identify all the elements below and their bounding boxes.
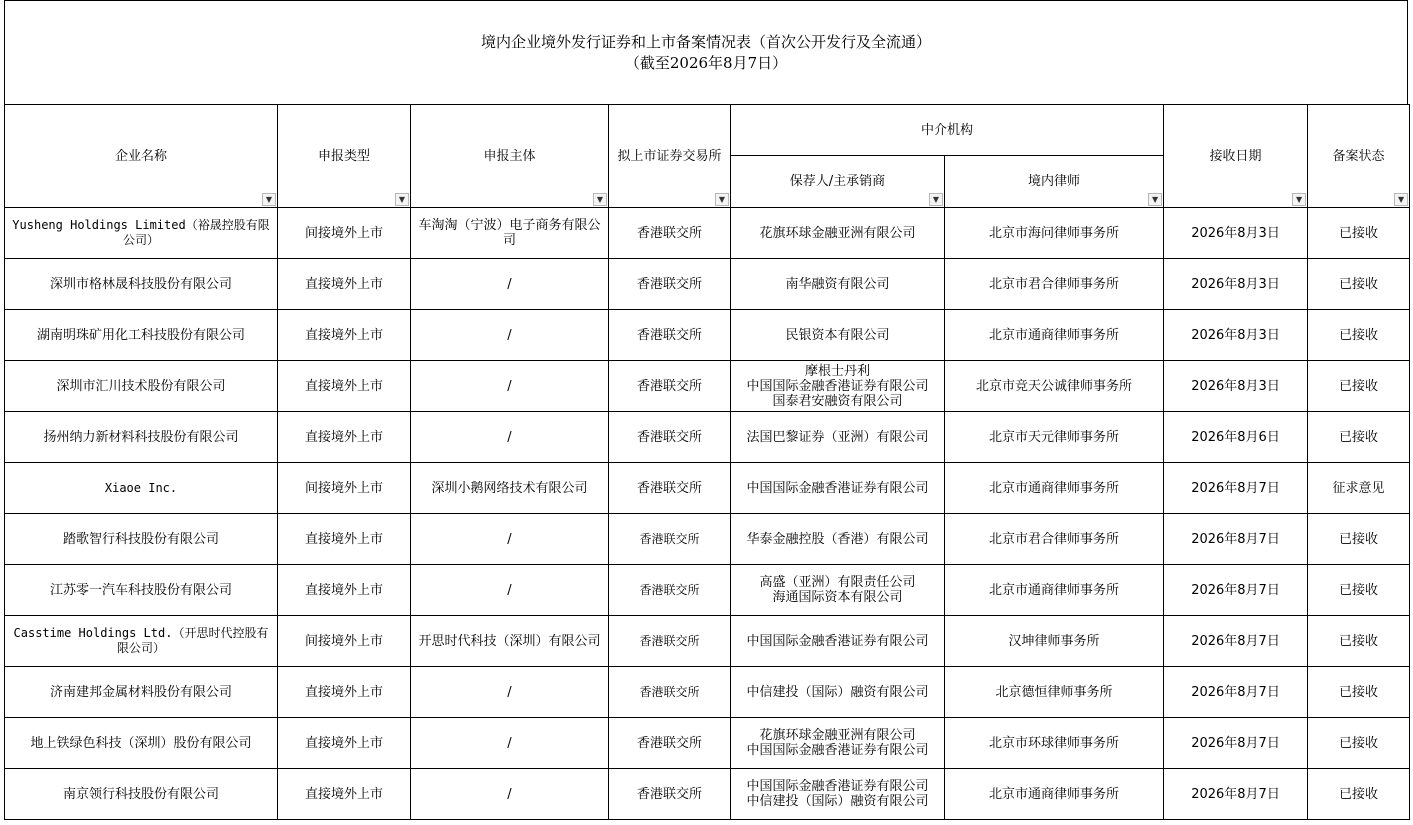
spreadsheet <box>4 0 1409 824</box>
title-block <box>4 0 1408 104</box>
sheet-subtitle: （截至2026年8月7日） <box>624 53 788 72</box>
cell-type[interactable]: 直接境外上市 <box>278 667 411 718</box>
cell-exchange[interactable]: 香港联交所 <box>609 259 731 310</box>
cell-status[interactable]: 已接收 <box>1308 616 1410 667</box>
cell-exchange[interactable]: 香港联交所 <box>609 208 731 259</box>
cell-type[interactable]: 直接境外上市 <box>278 718 411 769</box>
col-header-label: 拟上市证券交易所 <box>617 148 722 164</box>
cell-exchange[interactable]: 香港联交所 <box>609 412 731 463</box>
cell-date[interactable]: 2026年8月3日 <box>1164 361 1308 412</box>
cell-date[interactable]: 2026年8月6日 <box>1164 412 1308 463</box>
filter-dropdown-icon[interactable]: ▼ <box>1394 193 1408 206</box>
filter-dropdown-icon[interactable]: ▼ <box>1292 193 1306 206</box>
cell-exchange[interactable]: 香港联交所 <box>609 565 731 616</box>
col-header-label: 备案状态 <box>1332 148 1385 164</box>
cell-entity[interactable]: 深圳小鹅网络技术有限公司 <box>411 463 609 514</box>
cell-lawyer[interactable]: 北京市竞天公诚律师事务所 <box>945 361 1164 412</box>
cell-status[interactable]: 已接收 <box>1308 310 1410 361</box>
cell-sponsor[interactable] <box>731 259 945 310</box>
cell-sponsor[interactable] <box>731 565 945 616</box>
header-row <box>5 105 1410 156</box>
cell-sponsor[interactable] <box>731 616 945 667</box>
filter-dropdown-icon[interactable]: ▼ <box>395 193 409 206</box>
table-body <box>5 208 1410 820</box>
col-header-label: 保荐人/主承销商 <box>789 174 886 189</box>
cell-sponsor[interactable] <box>731 718 945 769</box>
cell-lawyer[interactable]: 北京市海问律师事务所 <box>945 208 1164 259</box>
cell-exchange[interactable]: 香港联交所 <box>609 769 731 820</box>
cell-entity[interactable]: / <box>411 259 609 310</box>
cell-type[interactable]: 间接境外上市 <box>278 616 411 667</box>
cell-type[interactable]: 直接境外上市 <box>278 769 411 820</box>
cell-company[interactable]: 江苏零一汽车科技股份有限公司 <box>5 565 278 616</box>
cell-sponsor[interactable] <box>731 667 945 718</box>
cell-exchange[interactable]: 香港联交所 <box>609 361 731 412</box>
table-row <box>5 667 1410 718</box>
cell-date[interactable]: 2026年8月7日 <box>1164 718 1308 769</box>
cell-lawyer[interactable]: 北京市环球律师事务所 <box>945 718 1164 769</box>
filter-dropdown-icon[interactable]: ▼ <box>593 193 607 206</box>
cell-type[interactable]: 直接境外上市 <box>278 259 411 310</box>
filing-table <box>4 104 1410 820</box>
col-header-label: 申报类型 <box>317 148 370 164</box>
cell-status[interactable]: 已接收 <box>1308 514 1410 565</box>
cell-status[interactable]: 已接收 <box>1308 208 1410 259</box>
sponsor-line: 中国国际金融香港证券有限公司 <box>746 779 929 794</box>
table-row <box>5 514 1410 565</box>
cell-sponsor[interactable] <box>731 769 945 820</box>
cell-company[interactable]: 济南建邦金属材料股份有限公司 <box>5 667 278 718</box>
cell-company[interactable]: 深圳市汇川技术股份有限公司 <box>5 361 278 412</box>
sponsor-line: 海通国际资本有限公司 <box>772 590 903 605</box>
sheet-title: 境内企业境外发行证券和上市备案情况表（首次公开发行及全流通） <box>480 32 931 51</box>
col-header-entity[interactable] <box>411 105 609 208</box>
cell-entity[interactable]: 车淘淘（宁波）电子商务有限公司 <box>411 208 609 259</box>
cell-sponsor[interactable] <box>731 208 945 259</box>
filter-dropdown-icon[interactable]: ▼ <box>715 193 729 206</box>
table-row <box>5 463 1410 514</box>
table-row <box>5 310 1410 361</box>
sponsor-line: 南华融资有限公司 <box>785 276 890 292</box>
cell-exchange[interactable]: 香港联交所 <box>609 718 731 769</box>
cell-type[interactable]: 直接境外上市 <box>278 361 411 412</box>
cell-lawyer[interactable]: 北京市通商律师事务所 <box>945 463 1164 514</box>
sponsor-line: 花旗环球金融亚洲有限公司 <box>759 225 916 241</box>
cell-status[interactable]: 已接收 <box>1308 718 1410 769</box>
cell-entity[interactable]: / <box>411 769 609 820</box>
cell-company[interactable]: Casstime Holdings Ltd.（开思时代控股有限公司） <box>5 616 278 667</box>
sponsor-line: 中国国际金融香港证券有限公司 <box>746 633 929 649</box>
cell-lawyer[interactable]: 北京市通商律师事务所 <box>945 310 1164 361</box>
cell-date[interactable]: 2026年8月7日 <box>1164 565 1308 616</box>
cell-company[interactable]: 南京领行科技股份有限公司 <box>5 769 278 820</box>
sponsor-line: 法国巴黎证券（亚洲）有限公司 <box>746 429 929 445</box>
sponsor-line: 民银资本有限公司 <box>785 327 890 343</box>
sponsor-line: 华泰金融控股（香港）有限公司 <box>746 531 929 547</box>
cell-date[interactable]: 2026年8月7日 <box>1164 769 1308 820</box>
sponsor-line: 中信建投（国际）融资有限公司 <box>746 794 929 809</box>
col-header-exchange[interactable] <box>609 105 731 208</box>
cell-entity[interactable]: / <box>411 514 609 565</box>
sponsor-line: 高盛（亚洲）有限责任公司 <box>759 575 916 590</box>
col-header-intermediary <box>731 105 1164 156</box>
cell-company[interactable]: Yusheng Holdings Limited（裕晟控股有限公司） <box>5 208 278 259</box>
cell-entity[interactable]: / <box>411 361 609 412</box>
col-header-label: 申报主体 <box>483 148 536 164</box>
col-header-label: 企业名称 <box>114 148 167 164</box>
cell-entity[interactable]: / <box>411 310 609 361</box>
sponsor-line: 摩根士丹利 <box>804 363 870 379</box>
cell-type[interactable]: 直接境外上市 <box>278 310 411 361</box>
sponsor-line: 中信建投（国际）融资有限公司 <box>746 684 929 700</box>
cell-status[interactable]: 已接收 <box>1308 361 1410 412</box>
cell-sponsor[interactable] <box>731 310 945 361</box>
cell-exchange[interactable]: 香港联交所 <box>609 310 731 361</box>
filter-dropdown-icon[interactable]: ▼ <box>1148 193 1162 206</box>
col-header-type[interactable] <box>278 105 411 208</box>
col-header-company[interactable] <box>5 105 278 208</box>
cell-lawyer[interactable]: 北京市君合律师事务所 <box>945 514 1164 565</box>
cell-status[interactable]: 已接收 <box>1308 667 1410 718</box>
cell-exchange[interactable]: 香港联交所 <box>609 667 731 718</box>
table-row <box>5 361 1410 412</box>
table-row <box>5 208 1410 259</box>
col-header-status[interactable] <box>1308 105 1410 208</box>
cell-entity[interactable]: 开思时代科技（深圳）有限公司 <box>411 616 609 667</box>
cell-status[interactable]: 征求意见 <box>1308 463 1410 514</box>
cell-exchange[interactable]: 香港联交所 <box>609 514 731 565</box>
cell-type[interactable]: 直接境外上市 <box>278 514 411 565</box>
col-header-sponsor[interactable] <box>731 156 945 208</box>
cell-sponsor[interactable] <box>731 361 945 412</box>
sponsor-line: 中国国际金融香港证券有限公司 <box>746 480 929 496</box>
cell-exchange[interactable]: 香港联交所 <box>609 463 731 514</box>
cell-company[interactable]: 深圳市格林晟科技股份有限公司 <box>5 259 278 310</box>
col-header-label: 接收日期 <box>1209 148 1262 164</box>
cell-date[interactable]: 2026年8月7日 <box>1164 463 1308 514</box>
cell-type[interactable]: 直接境外上市 <box>278 412 411 463</box>
cell-lawyer[interactable]: 北京德恒律师事务所 <box>945 667 1164 718</box>
cell-type[interactable]: 间接境外上市 <box>278 463 411 514</box>
table-row <box>5 565 1410 616</box>
table-row <box>5 259 1410 310</box>
cell-status[interactable]: 已接收 <box>1308 259 1410 310</box>
cell-type[interactable]: 间接境外上市 <box>278 208 411 259</box>
cell-lawyer[interactable]: 北京市通商律师事务所 <box>945 565 1164 616</box>
cell-sponsor[interactable] <box>731 514 945 565</box>
cell-lawyer[interactable]: 汉坤律师事务所 <box>945 616 1164 667</box>
cell-date[interactable]: 2026年8月3日 <box>1164 259 1308 310</box>
cell-date[interactable]: 2026年8月7日 <box>1164 616 1308 667</box>
cell-lawyer[interactable]: 北京市天元律师事务所 <box>945 412 1164 463</box>
cell-date[interactable]: 2026年8月3日 <box>1164 208 1308 259</box>
cell-date[interactable]: 2026年8月7日 <box>1164 514 1308 565</box>
cell-entity[interactable]: / <box>411 565 609 616</box>
table-row <box>5 616 1410 667</box>
cell-entity[interactable]: / <box>411 412 609 463</box>
cell-company[interactable]: 扬州纳力新材料科技股份有限公司 <box>5 412 278 463</box>
sponsor-line: 花旗环球金融亚洲有限公司 <box>759 728 916 743</box>
cell-exchange[interactable]: 香港联交所 <box>609 616 731 667</box>
sponsor-line: 中国国际金融香港证券有限公司 <box>746 743 929 758</box>
cell-entity[interactable]: / <box>411 718 609 769</box>
cell-sponsor[interactable] <box>731 463 945 514</box>
table-row <box>5 769 1410 820</box>
cell-status[interactable]: 已接收 <box>1308 565 1410 616</box>
col-header-label: 中介机构 <box>921 122 974 138</box>
col-header-lawyer[interactable] <box>945 156 1164 208</box>
filter-dropdown-icon[interactable]: ▼ <box>929 193 943 206</box>
table-row <box>5 718 1410 769</box>
cell-date[interactable]: 2026年8月3日 <box>1164 310 1308 361</box>
col-header-label: 境内律师 <box>1028 174 1081 189</box>
cell-company[interactable]: Xiaoe Inc. <box>5 463 278 514</box>
cell-sponsor[interactable] <box>731 412 945 463</box>
cell-lawyer[interactable]: 北京市君合律师事务所 <box>945 259 1164 310</box>
cell-status[interactable]: 已接收 <box>1308 412 1410 463</box>
sponsor-line: 中国国际金融香港证券有限公司 <box>746 378 929 394</box>
sponsor-line: 国泰君安融资有限公司 <box>772 393 903 409</box>
cell-company[interactable]: 踏歌智行科技股份有限公司 <box>5 514 278 565</box>
cell-status[interactable]: 已接收 <box>1308 769 1410 820</box>
cell-company[interactable]: 地上铁绿色科技（深圳）股份有限公司 <box>5 718 278 769</box>
cell-lawyer[interactable]: 北京市通商律师事务所 <box>945 769 1164 820</box>
cell-entity[interactable]: / <box>411 667 609 718</box>
table-row <box>5 412 1410 463</box>
cell-date[interactable]: 2026年8月7日 <box>1164 667 1308 718</box>
cell-type[interactable]: 直接境外上市 <box>278 565 411 616</box>
col-header-date[interactable] <box>1164 105 1308 208</box>
cell-company[interactable]: 湖南明珠矿用化工科技股份有限公司 <box>5 310 278 361</box>
filter-dropdown-icon[interactable]: ▼ <box>262 193 276 206</box>
